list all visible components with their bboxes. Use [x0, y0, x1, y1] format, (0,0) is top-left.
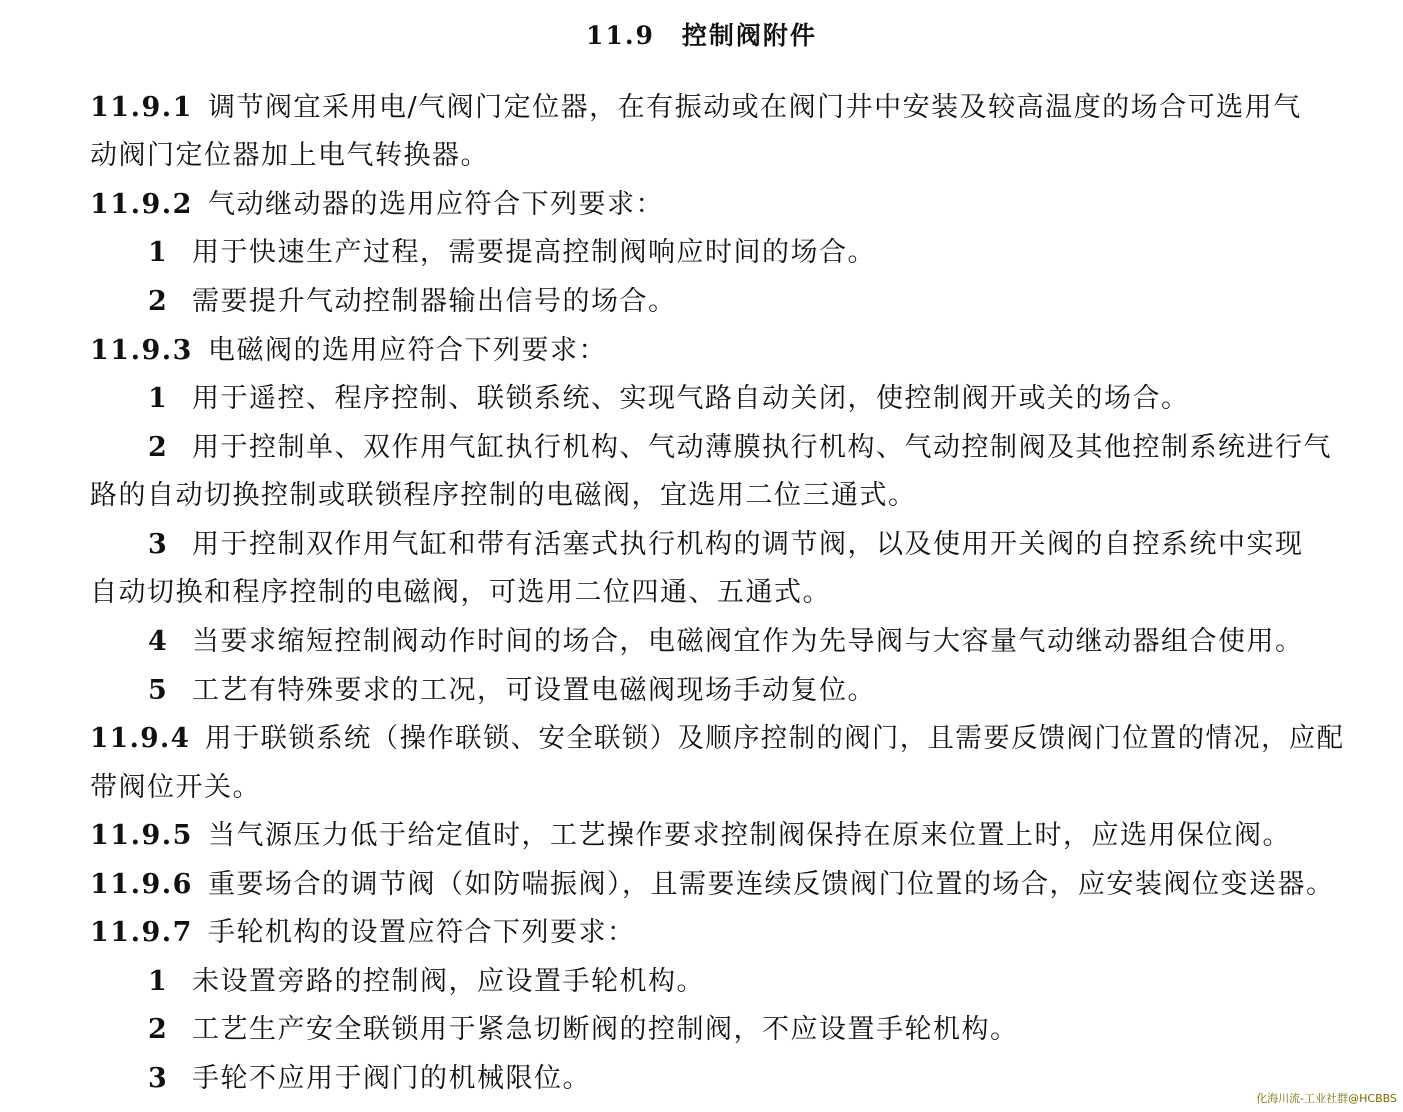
list-item-line: [148, 964, 705, 1000]
line-text: 路的自动切换控制或联锁程序控制的电磁阀，宜选用二位三通式。: [90, 480, 917, 511]
clause-number: 11.9.7: [90, 917, 193, 948]
line-text: 用于遥控、程序控制、联锁系统、实现气路自动关闭，使控制阀开或关的场合。: [192, 383, 1190, 414]
item-number: 1: [148, 966, 169, 997]
line-text: 带阀位开关。: [90, 772, 261, 803]
line-text: 工艺有特殊要求的工况，可设置电磁阀现场手动复位。: [192, 675, 876, 706]
continuation-line: [90, 770, 261, 806]
clause-line: [90, 333, 607, 369]
clause-line: [90, 187, 664, 223]
line-text: 动阀门定位器加上电气转换器。: [90, 140, 489, 171]
continuation-line: [90, 138, 489, 174]
list-item-line: [148, 235, 876, 271]
line-text: 未设置旁路的控制阀，应设置手轮机构。: [192, 966, 705, 997]
line-text: 用于控制单、双作用气缸执行机构、气动薄膜执行机构、气动控制阀及其他控制系统进行气: [192, 432, 1332, 463]
list-item-line: [148, 1061, 591, 1097]
line-text: 重要场合的调节阀（如防喘振阀），且需要连续反馈阀门位置的场合，应安装阀位变送器。: [208, 869, 1335, 900]
clause-number: 11.9.5: [90, 820, 193, 851]
watermark-text: 化海川流-工业社群@HCBBS: [1256, 1092, 1397, 1105]
item-number: 5: [148, 675, 169, 706]
line-text: 调节阀宜采用电/气阀门定位器，在有振动或在阀门井中安装及较高温度的场合可选用气: [208, 92, 1302, 123]
list-item-line: [148, 381, 1190, 417]
list-item-line: [148, 430, 1332, 466]
list-item-line: [148, 624, 1304, 660]
line-text: 用于快速生产过程，需要提高控制阀响应时间的场合。: [192, 237, 876, 268]
item-number: 2: [148, 286, 169, 317]
line-text: 当要求缩短控制阀动作时间的场合，电磁阀宜作为先导阀与大容量气动继动器组合使用。: [192, 626, 1304, 657]
item-number: 1: [148, 383, 169, 414]
list-item-line: [148, 284, 677, 320]
clause-line: [90, 818, 1291, 854]
continuation-line: [90, 478, 917, 514]
continuation-line: [90, 575, 831, 611]
item-number: 2: [148, 1014, 169, 1045]
clause-number: 11.9.6: [90, 869, 193, 900]
line-text: 工艺生产安全联锁用于紧急切断阀的控制阀，不应设置手轮机构。: [192, 1014, 1019, 1045]
item-number: 3: [148, 1063, 169, 1094]
line-text: 气动继动器的选用应符合下列要求：: [208, 189, 664, 220]
list-item-line: [148, 673, 876, 709]
item-number: 4: [148, 626, 169, 657]
item-number: 3: [148, 529, 169, 560]
clause-number: 11.9.2: [90, 189, 193, 220]
clause-number: 11.9.1: [90, 92, 193, 123]
line-text: 当气源压力低于给定值时，工艺操作要求控制阀保持在原来位置上时，应选用保位阀。: [208, 820, 1291, 851]
item-number: 1: [148, 237, 169, 268]
list-item-line: [148, 1012, 1019, 1048]
item-number: 2: [148, 432, 169, 463]
line-text: 需要提升气动控制器输出信号的场合。: [192, 286, 677, 317]
clause-line: [90, 915, 636, 951]
line-text: 手轮机构的设置应符合下列要求：: [208, 917, 636, 948]
section-title: 11.9 控制阀附件: [586, 21, 817, 50]
clause-line: [90, 90, 1302, 126]
clause-number: 11.9.3: [90, 335, 193, 366]
line-text: 手轮不应用于阀门的机械限位。: [192, 1063, 591, 1094]
line-text: 电磁阀的选用应符合下列要求：: [208, 335, 607, 366]
clause-line: [90, 721, 1344, 757]
clause-number: 11.9.4: [90, 723, 191, 754]
list-item-line: [148, 527, 1304, 563]
line-text: 用于联锁系统（操作联锁、安全联锁）及顺序控制的阀门，且需要反馈阀门位置的情况，应配: [205, 723, 1345, 754]
line-text: 自动切换和程序控制的电磁阀，可选用二位四通、五通式。: [90, 577, 831, 608]
clause-line: [90, 867, 1335, 903]
line-text: 用于控制双作用气缸和带有活塞式执行机构的调节阀，以及使用开关阀的自控系统中实现: [192, 529, 1304, 560]
